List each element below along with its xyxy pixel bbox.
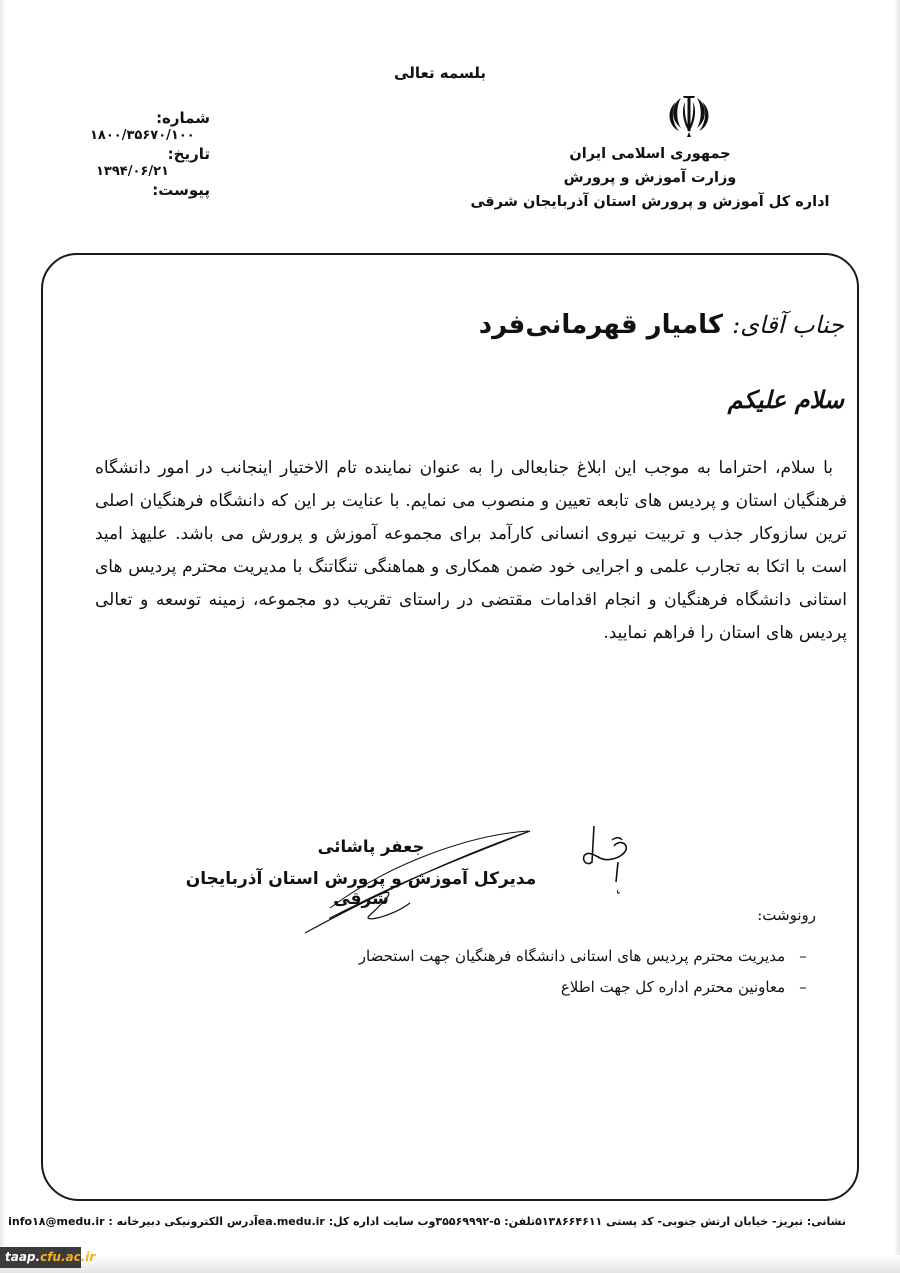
number-label: شماره: — [156, 109, 210, 127]
org-line-country: جمهوری اسلامی ایران — [569, 146, 731, 162]
cc-dash: – — [799, 947, 807, 965]
cc-item — [359, 972, 816, 1003]
footer-phone: تلفن: ۵-۳۵۵۶۹۹۹۲ — [435, 1215, 536, 1228]
source-watermark — [0, 1247, 96, 1268]
org-line-ministry: وزارت آموزش و پرورش — [563, 170, 737, 186]
addressee-prefix: جناب آقای: — [732, 311, 844, 339]
letter-meta — [90, 108, 210, 200]
scan-edge-left — [0, 0, 6, 1273]
org-line-department: اداره کل آموزش و پرورش استان آذربایجان شرقی — [470, 194, 830, 210]
cc-item-text: معاونین محترم اداره کل جهت اطلاع — [560, 978, 786, 996]
salutation: سلام علیکم — [727, 385, 844, 414]
watermark-domain: cfu.ac.ir — [40, 1250, 96, 1264]
date-label: تاریخ: — [167, 145, 210, 163]
scan-edge-right — [894, 0, 900, 1273]
footer-website-link[interactable]: ea.medu.ir — [257, 1215, 325, 1228]
cc-item-text: مدیریت محترم پردیس های استانی دانشگاه فرهنگیان جهت استحضار — [358, 947, 786, 965]
number-value: ۱۸۰۰/۳۵۶۷۰/۱۰۰ — [90, 128, 195, 143]
letter-body-paragraph: با سلام، احتراما به موجب این ابلاغ جنابعالی را به عنوان نماینده تام الاختیار اینجانب در امور دانشگاه فرهنگیان استان و پردیس های تابعه تعیین و منصوب می نمایم. با عنایت بر این که دانشگاه فرهنگیان اصلی ترین سازوکار جذب و تربیت نیروی انسانی کارآمد برای مجموعه آموزش و پرورش می باشد. علیهذ امید است با اتکا به تجارب علمی و اجرایی خود ضمن همکاری و هماهنگی تنگاتنگ با مدیریت محترم پردیس های استانی دانشگاه فرهنگیان و انجام اقدامات مقتضی در راستای تقریب دو مجموعه، زمینه توسعه و تعالی پردیس های استان را فراهم نمایید. — [95, 458, 847, 643]
footer-website-label: وب سایت اداره کل: — [328, 1215, 436, 1228]
attachment-label: پیوست: — [152, 181, 210, 199]
cc-item — [359, 941, 816, 972]
letter-footer — [8, 1215, 846, 1228]
bismillah-heading: بلسمه تعالی — [394, 64, 486, 82]
signatory-name: جعفر پاشائی — [317, 837, 425, 856]
cc-label: رونوشت: — [757, 906, 816, 924]
scan-edge-bottom — [0, 1255, 900, 1273]
addressee-name: کامیار قهرمانی‌فرد — [478, 310, 723, 340]
addressee — [479, 310, 844, 340]
footer-email-label: آدرس الکترونیکی دبیرخانه : — [108, 1215, 258, 1228]
footer-email — [8, 1215, 258, 1228]
watermark-prefix: taap. — [5, 1250, 41, 1264]
iran-emblem-icon — [667, 92, 711, 138]
footer-website — [258, 1215, 436, 1228]
signatory-title: مدیرکل آموزش و پرورش استان آذربایجان شرقی — [185, 869, 537, 909]
cc-list — [359, 941, 816, 1003]
cc-dash: – — [799, 978, 807, 996]
footer-address: نشانی: تبریز- خیابان ارتش جنوبی- کد پستی ۵۱۳۸۶۶۴۶۱۱ — [535, 1215, 846, 1228]
footer-email-link[interactable]: info۱۸@medu.ir — [8, 1215, 105, 1228]
date-value: ۱۳۹۴/۰۶/۲۱ — [96, 164, 169, 179]
letter-body — [95, 452, 847, 650]
organization-block — [450, 142, 850, 214]
